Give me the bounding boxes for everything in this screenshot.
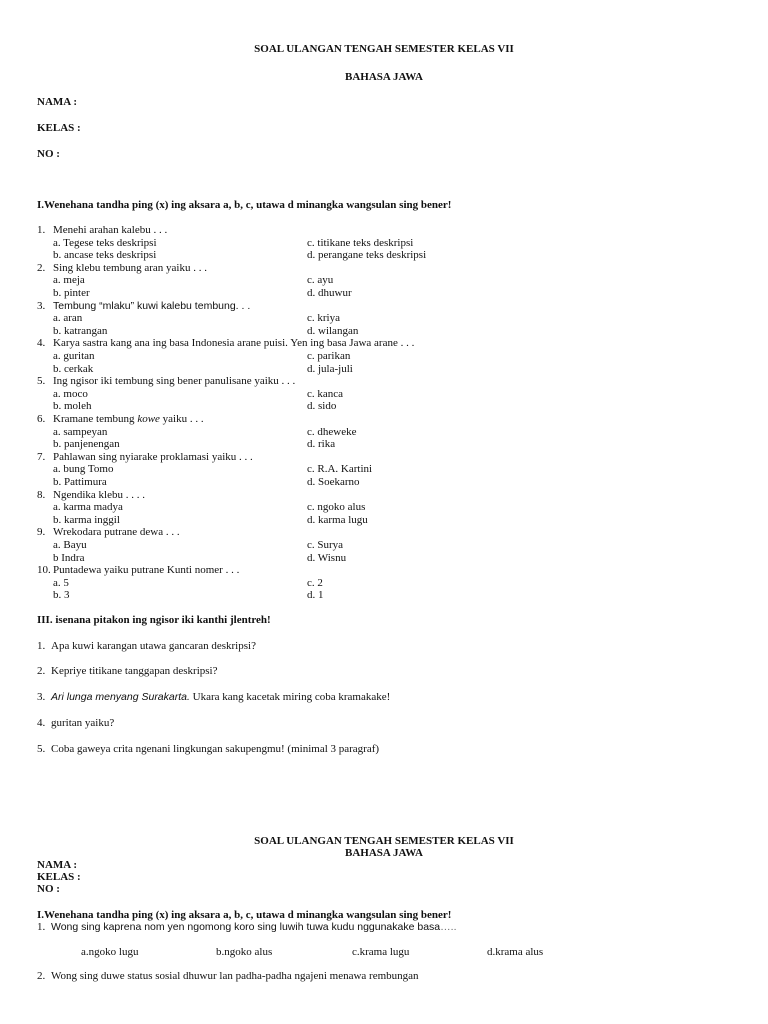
option-b: b Indra bbox=[53, 551, 85, 564]
question-number: 3. bbox=[37, 299, 46, 312]
option-b: b. katrangan bbox=[53, 324, 108, 337]
question-text: Ari lunga menyang Surakarta. Ukara kang kacetak miring coba kramakake! bbox=[51, 691, 391, 703]
italic-word: kowe bbox=[137, 413, 160, 425]
option-c: c. kanca bbox=[307, 387, 344, 400]
field-nama: NAMA : bbox=[37, 96, 78, 108]
question-text: Pahlawan sing nyiarake proklamasi yaiku . . . bbox=[53, 450, 253, 463]
multiple-choice-list bbox=[0, 224, 768, 604]
option-c: c. R.A. Kartini bbox=[307, 463, 373, 476]
question-number: 1. bbox=[37, 224, 46, 236]
question-number: 8. bbox=[37, 488, 46, 501]
page-title: SOAL ULANGAN TENGAH SEMESTER KELAS VII bbox=[254, 43, 514, 55]
option-a: a. aran bbox=[53, 312, 83, 325]
option-b: b. Pattimura bbox=[53, 476, 107, 488]
question-text: Wong sing duwe status sosial dhuwur lan padha-padha ngajeni menawa rembungan bbox=[51, 970, 419, 982]
question-number: 1. bbox=[37, 640, 46, 652]
option-a: a. 5 bbox=[53, 576, 69, 589]
option-b: b. 3 bbox=[53, 589, 70, 602]
option-a: a. moco bbox=[53, 387, 88, 400]
option-d: d. 1 bbox=[307, 589, 324, 602]
question-text: Coba gaweya crita ngenani lingkungan sakupengmu! (minimal 3 paragraf) bbox=[51, 743, 380, 755]
option-d: d. Wisnu bbox=[307, 551, 347, 564]
question-text: Ngendika klebu . . . . bbox=[53, 488, 145, 501]
option-b: b. moleh bbox=[53, 400, 92, 413]
option-c: c. 2 bbox=[307, 576, 323, 589]
option-a: a. bung Tomo bbox=[53, 463, 114, 476]
option-d: d. karma lugu bbox=[307, 513, 368, 526]
question-number: 6. bbox=[37, 413, 46, 425]
question-number: 7. bbox=[37, 450, 46, 463]
question-text: Ing ngisor iki tembung sing bener panulisane yaiku . . . bbox=[53, 375, 296, 388]
option-c: c. titikane teks deskripsi bbox=[307, 236, 414, 249]
option-a: a. sampeyan bbox=[53, 425, 108, 438]
question-number: 9. bbox=[37, 526, 46, 539]
option-a: a. Bayu bbox=[53, 539, 87, 551]
option-c: c. Surya bbox=[307, 539, 344, 551]
option-d: d. jula-juli bbox=[307, 362, 353, 375]
question-number: 3. bbox=[37, 691, 46, 703]
question-text: Karya sastra kang ana ing basa Indonesia arane puisi. Yen ing basa Jawa arane . . . bbox=[53, 337, 415, 350]
option-d: d. Soekarno bbox=[307, 476, 360, 488]
question-text: Kepriye titikane tanggapan deskripsi? bbox=[51, 665, 218, 677]
option-b: b. cerkak bbox=[53, 362, 94, 375]
option-a: a. meja bbox=[53, 274, 85, 287]
section-1-heading: I.Wenehana tandha ping (x) ing aksara a, b, c, utawa d minangka wangsulan sing bener! bbox=[37, 199, 452, 211]
page-2-section-1-heading: I.Wenehana tandha ping (x) ing aksara a, b, c, utawa d minangka wangsulan sing bener! bbox=[37, 909, 452, 921]
option-b: b. karma inggil bbox=[53, 513, 120, 526]
page-2-q1-option-a: a.ngoko lugu bbox=[81, 946, 139, 958]
page-2-field-no: NO : bbox=[37, 883, 60, 895]
option-c: c. ayu bbox=[307, 274, 334, 287]
page-2-title: SOAL ULANGAN TENGAH SEMESTER KELAS VII bbox=[254, 835, 514, 847]
page-2-subtitle: BAHASA JAWA bbox=[345, 847, 423, 859]
question-text: Menehi arahan kalebu . . . bbox=[53, 224, 168, 236]
option-b: b. panjenengan bbox=[53, 438, 120, 451]
question-number: 10. bbox=[37, 564, 51, 577]
question-number: 4. bbox=[37, 337, 46, 350]
option-b: b. ancase teks deskripsi bbox=[53, 249, 157, 262]
option-c: c. dheweke bbox=[307, 425, 357, 438]
question-number: 5. bbox=[37, 375, 46, 388]
question-text: guritan yaiku? bbox=[51, 717, 115, 729]
page-2-q1-option-c: c.krama lugu bbox=[352, 946, 410, 958]
option-d: d. rika bbox=[307, 438, 336, 451]
option-c: c. kriya bbox=[307, 312, 340, 325]
question-number: 5. bbox=[37, 743, 46, 755]
option-d: d. dhuwur bbox=[307, 287, 352, 299]
page-2-q1-option-d: d.krama alus bbox=[487, 946, 544, 958]
question-number: 2. bbox=[37, 970, 46, 982]
question-text: Wrekodara putrane dewa . . . bbox=[53, 526, 180, 539]
question-text: Wong sing kaprena nom yen ngomong koro sing luwih tuwa kudu nggunakake basa….. bbox=[51, 921, 457, 933]
section-3-heading: III. isenana pitakon ing ngisor iki kanthi jlentreh! bbox=[37, 614, 271, 626]
option-d: d. sido bbox=[307, 400, 337, 413]
question-text: Puntadewa yaiku putrane Kunti nomer . . . bbox=[53, 564, 240, 577]
option-c: c. parikan bbox=[307, 350, 351, 362]
option-d: d. wilangan bbox=[307, 324, 359, 337]
option-a: a. Tegese teks deskripsi bbox=[53, 236, 157, 249]
question-text: Sing klebu tembung aran yaiku . . . bbox=[53, 261, 207, 274]
page-2-field-nama: NAMA : bbox=[37, 859, 78, 871]
field-kelas: KELAS : bbox=[37, 122, 81, 134]
page-2-q1-option-b: b.ngoko alus bbox=[216, 946, 273, 958]
option-a: a. karma madya bbox=[53, 501, 123, 514]
page-2-field-kelas: KELAS : bbox=[37, 871, 81, 883]
field-no: NO : bbox=[37, 148, 60, 160]
option-a: a. guritan bbox=[53, 350, 95, 362]
italic-sentence: Ari lunga menyang Surakarta. bbox=[51, 691, 190, 703]
option-d: d. perangane teks deskripsi bbox=[307, 249, 427, 262]
option-c: c. ngoko alus bbox=[307, 501, 366, 514]
option-b: b. pinter bbox=[53, 287, 90, 299]
question-number: 2. bbox=[37, 261, 46, 274]
question-text: Kramane tembung kowe yaiku . . . bbox=[53, 413, 204, 425]
question-number: 2. bbox=[37, 665, 46, 677]
question-text: Apa kuwi karangan utawa gancaran deskripsi? bbox=[51, 640, 256, 652]
question-text: Tembung “mlaku” kuwi kalebu tembung. . . bbox=[53, 299, 251, 312]
question-number: 4. bbox=[37, 717, 46, 729]
question-number: 1. bbox=[37, 921, 46, 933]
page-subtitle: BAHASA JAWA bbox=[345, 71, 423, 83]
